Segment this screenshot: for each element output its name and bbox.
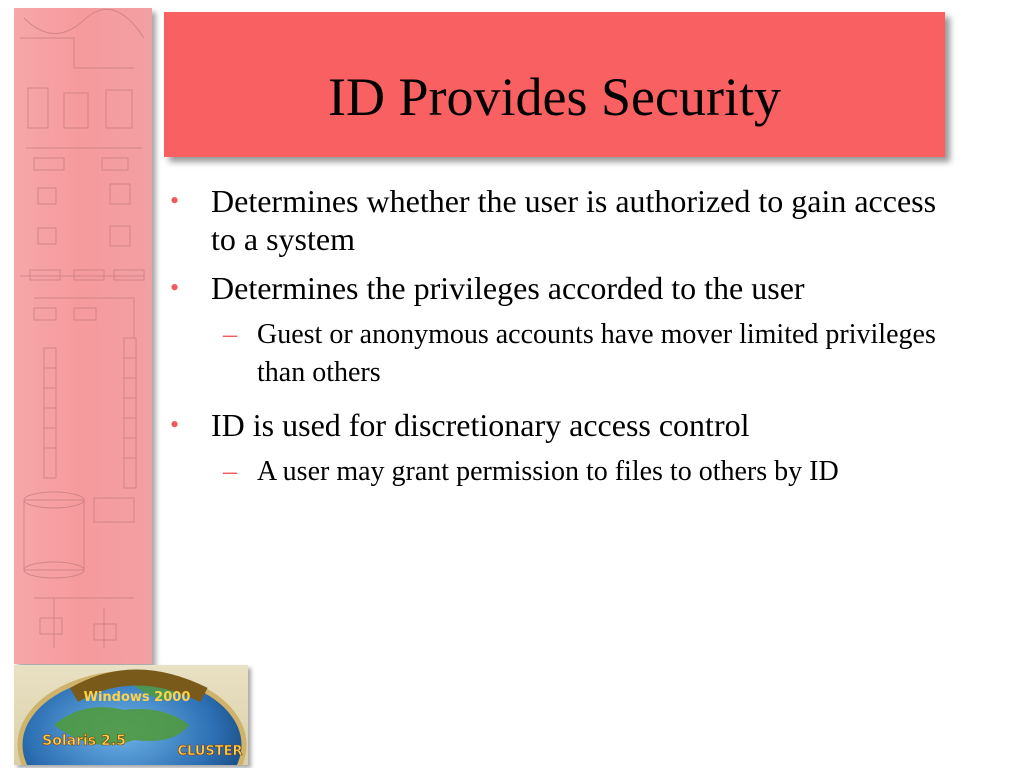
- bullet-item: [168, 182, 958, 258]
- bullet-text: Determines the privileges accorded to the user: [211, 270, 805, 306]
- bullet-text: Determines whether the user is authorized to gain access to a system: [211, 183, 937, 257]
- logo-line-3: CLUSTER: [177, 744, 243, 759]
- title-banner: [164, 12, 945, 157]
- sub-bullet-text: A user may grant permission to files to others by ID: [257, 456, 839, 487]
- logo-line-2: Solaris 2.5: [42, 733, 126, 749]
- slide-title: ID Provides Security: [328, 67, 781, 127]
- circuit-diagram-decoration: [14, 8, 152, 664]
- bullet-marker: •: [170, 186, 180, 215]
- bullet-item: [168, 269, 958, 307]
- bullet-list: [168, 182, 958, 505]
- bullet-text: ID is used for discretionary access control: [211, 407, 750, 443]
- globe-logo: [14, 665, 248, 765]
- sub-bullet-item: [211, 453, 958, 491]
- sub-bullet-marker: –: [223, 319, 237, 350]
- bullet-item: [168, 406, 958, 444]
- sub-bullet-item: [211, 316, 958, 392]
- sub-bullet-marker: –: [223, 456, 237, 487]
- bullet-marker: •: [170, 410, 180, 439]
- bullet-marker: •: [170, 273, 180, 302]
- logo-line-1: Windows 2000: [83, 690, 191, 705]
- sub-bullet-text: Guest or anonymous accounts have mover limited privileges than others: [257, 319, 936, 388]
